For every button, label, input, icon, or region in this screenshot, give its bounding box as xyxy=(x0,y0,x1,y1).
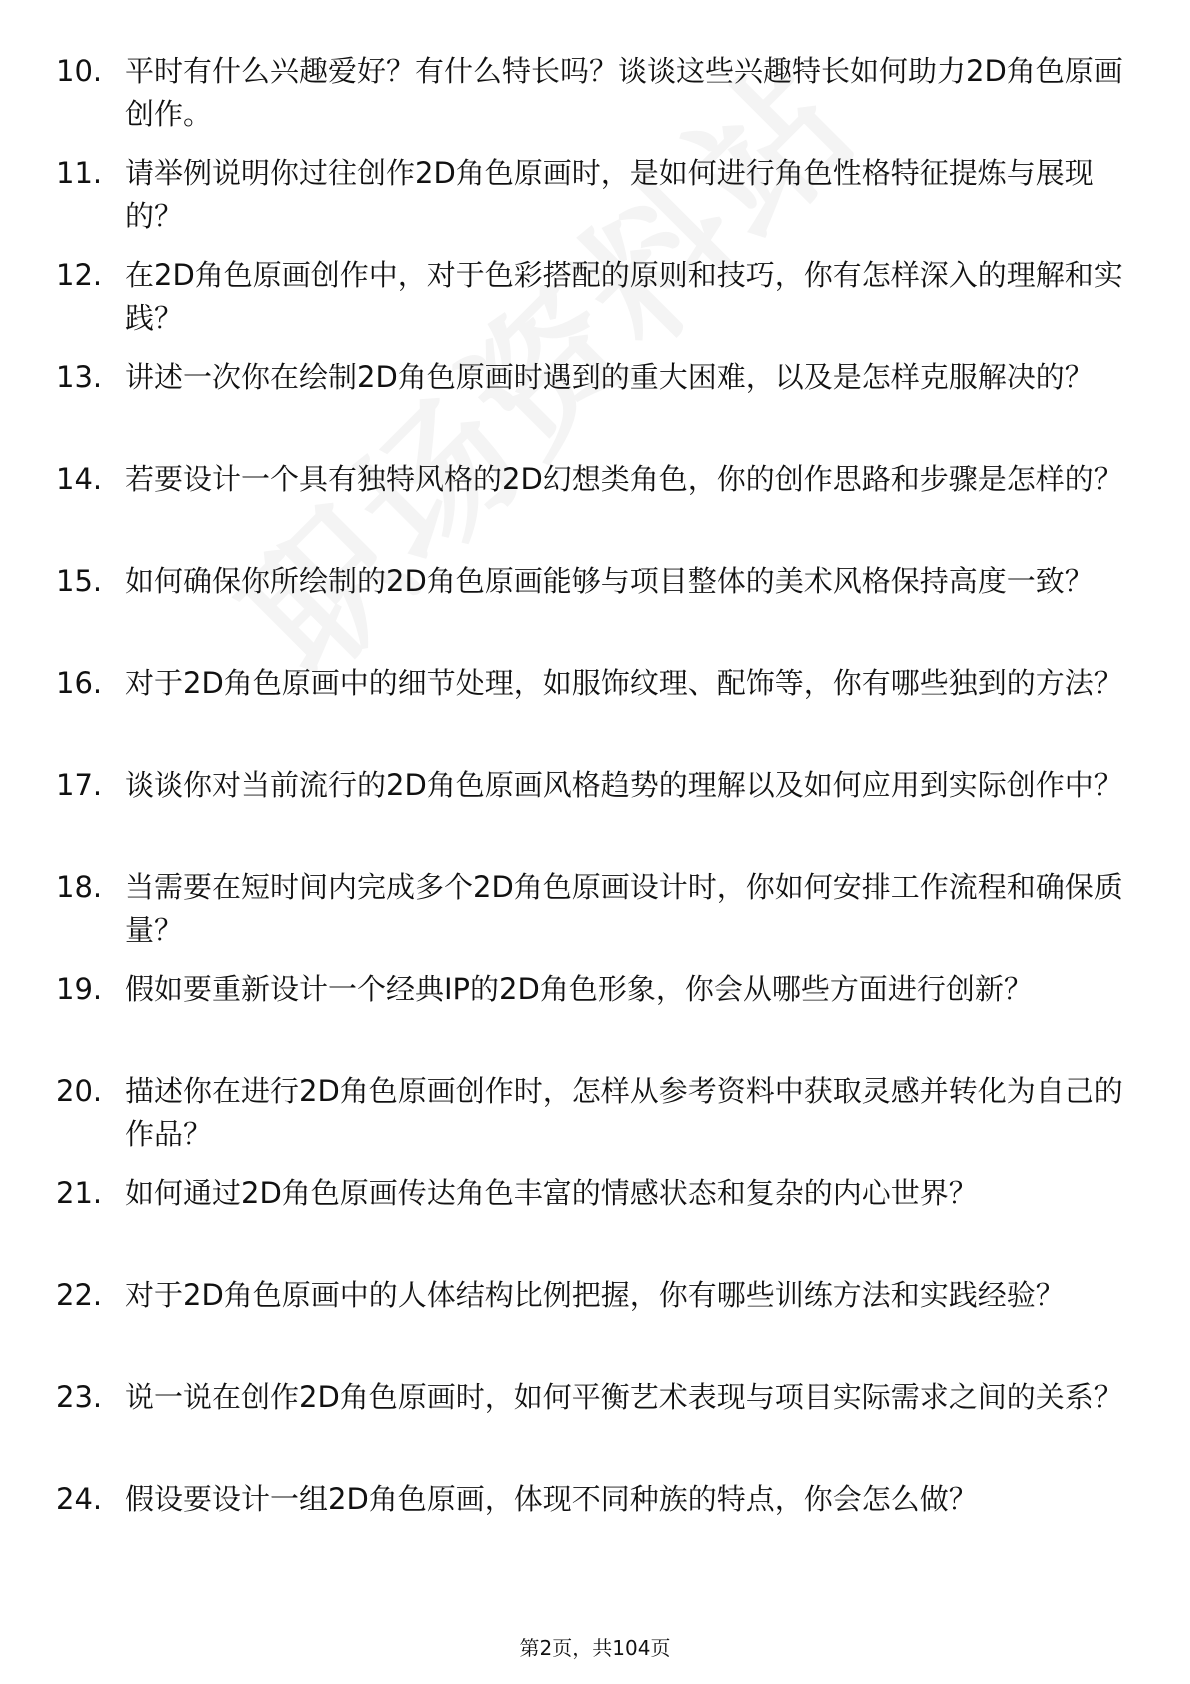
question-item xyxy=(0,662,1190,764)
question-number: 20. xyxy=(56,1074,103,1108)
question-item xyxy=(0,560,1190,662)
question-text: 讲述一次你在绘制2D角色原画时遇到的重大困难，以及是怎样克服解决的？ xyxy=(125,360,1094,394)
question-text: 说一说在创作2D角色原画时，如何平衡艺术表现与项目实际需求之间的关系？ xyxy=(125,1380,1123,1414)
question-number: 24. xyxy=(56,1482,103,1516)
question-number: 10. xyxy=(56,54,103,88)
question-item xyxy=(0,254,1190,356)
question-number: 12. xyxy=(56,258,103,292)
question-text: 如何确保你所绘制的2D角色原画能够与项目整体的美术风格保持高度一致？ xyxy=(125,564,1094,598)
question-list xyxy=(0,50,1190,1580)
question-item xyxy=(0,458,1190,560)
question-item xyxy=(0,356,1190,458)
question-number: 19. xyxy=(56,972,103,1006)
question-item xyxy=(0,1172,1190,1274)
question-item xyxy=(0,1478,1190,1580)
question-text: 平时有什么兴趣爱好？有什么特长吗？谈谈这些兴趣特长如何助力2D角色原画创作。 xyxy=(125,54,1123,131)
question-text: 当需要在短时间内完成多个2D角色原画设计时，你如何安排工作流程和确保质量？ xyxy=(125,870,1123,947)
question-item xyxy=(0,1376,1190,1478)
question-text: 谈谈你对当前流行的2D角色原画风格趋势的理解以及如何应用到实际创作中？ xyxy=(125,768,1123,802)
question-text: 对于2D角色原画中的细节处理，如服饰纹理、配饰等，你有哪些独到的方法？ xyxy=(125,666,1123,700)
question-number: 15. xyxy=(56,564,103,598)
question-number: 18. xyxy=(56,870,103,904)
question-text: 假设要设计一组2D角色原画，体现不同种族的特点，你会怎么做？ xyxy=(125,1482,978,1516)
question-number: 16. xyxy=(56,666,103,700)
question-item xyxy=(0,968,1190,1070)
question-item xyxy=(0,1274,1190,1376)
question-text: 请举例说明你过往创作2D角色原画时，是如何进行角色性格特征提炼与展现的？ xyxy=(125,156,1094,233)
question-item xyxy=(0,1070,1190,1172)
question-text: 对于2D角色原画中的人体结构比例把握，你有哪些训练方法和实践经验？ xyxy=(125,1278,1065,1312)
question-number: 11. xyxy=(56,156,103,190)
question-text: 如何通过2D角色原画传达角色丰富的情感状态和复杂的内心世界？ xyxy=(125,1176,978,1210)
question-number: 21. xyxy=(56,1176,103,1210)
question-number: 14. xyxy=(56,462,103,496)
question-item xyxy=(0,866,1190,968)
question-item xyxy=(0,764,1190,866)
page-footer: 第2页，共104页 xyxy=(519,1636,671,1660)
question-number: 17. xyxy=(56,768,103,802)
question-item xyxy=(0,152,1190,254)
question-item xyxy=(0,50,1190,152)
question-number: 23. xyxy=(56,1380,103,1414)
question-number: 22. xyxy=(56,1278,103,1312)
question-text: 在2D角色原画创作中，对于色彩搭配的原则和技巧，你有怎样深入的理解和实践？ xyxy=(125,258,1123,335)
question-text: 若要设计一个具有独特风格的2D幻想类角色，你的创作思路和步骤是怎样的？ xyxy=(125,462,1123,496)
question-text: 假如要重新设计一个经典IP的2D角色形象，你会从哪些方面进行创新？ xyxy=(125,972,1033,1006)
question-text: 描述你在进行2D角色原画创作时，怎样从参考资料中获取灵感并转化为自己的作品？ xyxy=(125,1074,1123,1151)
question-number: 13. xyxy=(56,360,103,394)
